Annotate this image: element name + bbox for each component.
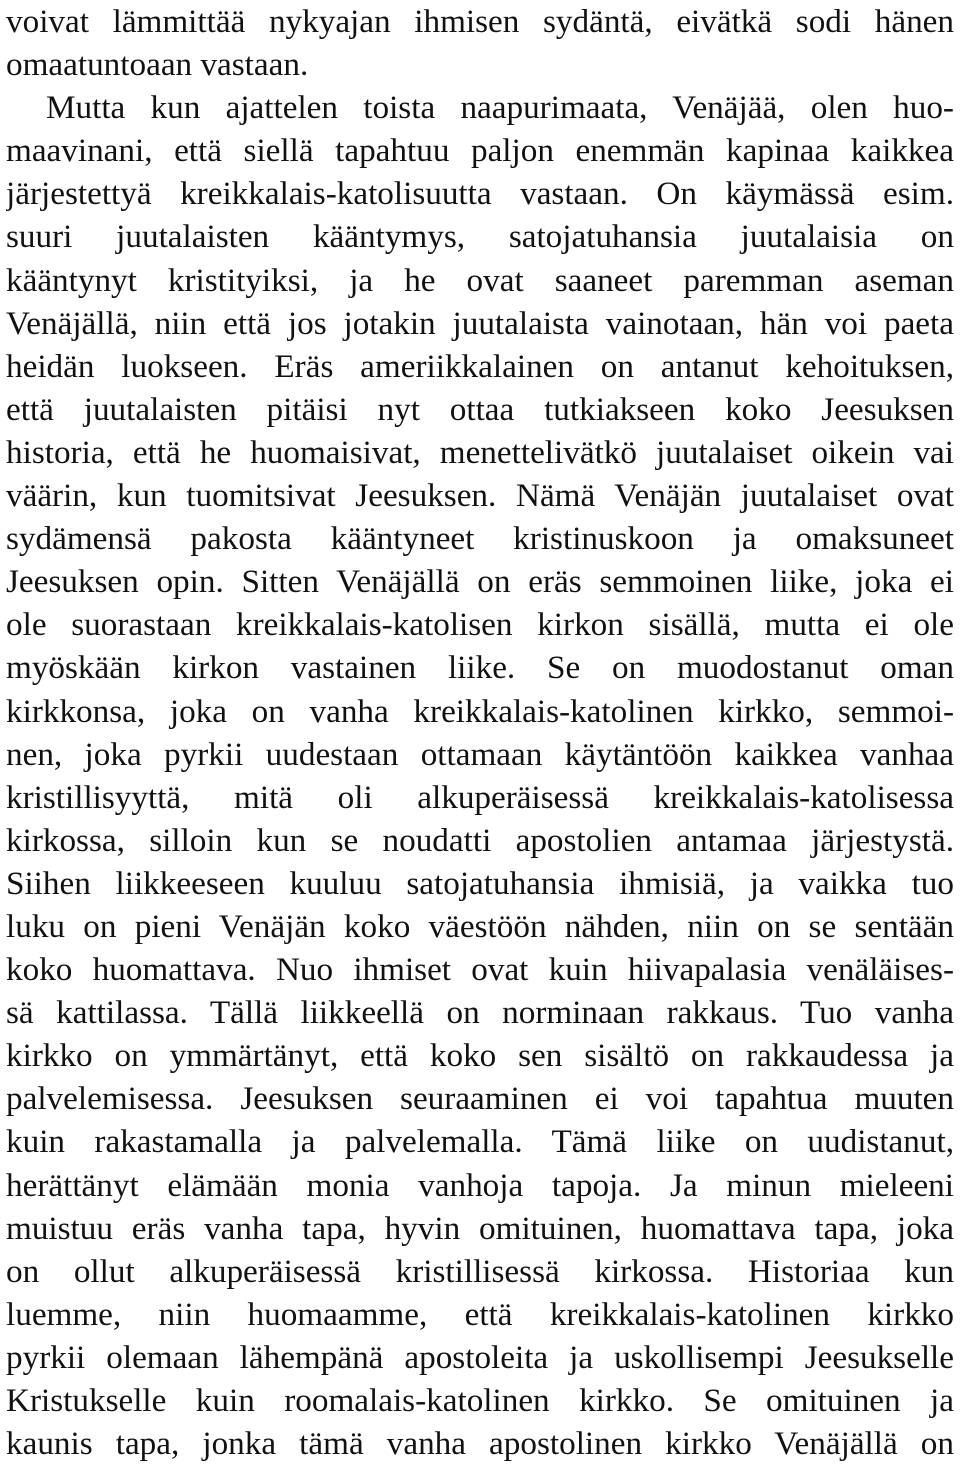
text-line: voivat lämmittää nykyajan ihmisen sydäntä, eivätkä sodi hänen [6,3,954,40]
text-line: maavinani, että siellä tapahtuu paljon enemmän kapinaa kaikkea [6,132,954,170]
text-line: kaunis tapa, jonka tämä vanha apostolinen kirkko Venäjällä on [6,1425,954,1463]
text-line: Kristukselle kuin roomalais-katolinen kirkko. Se omituinen ja [6,1382,954,1419]
text-line: ole suorastaan kreikkalais-katolisen kirkon sisällä, mutta ei ole [6,606,954,644]
text-line: luemme, niin huomaamme, että kreikkalais-katolinen kirkko [6,1295,954,1333]
text-line: nen, joka pyrkii uudestaan ottamaan käytäntöön kaikkea vanhaa [6,735,954,773]
text-line: Venäjällä, niin että jos jotakin juutalaista vainotaan, hän voi paeta [6,304,954,342]
text-line: kuin rakastamalla ja palvelemalla. Tämä liike on uudistanut, [6,1123,954,1161]
text-line: sä kattilassa. Tällä liikkeellä on norminaan rakkaus. Tuo vanha [6,994,954,1032]
text-line: suuri juutalaisten kääntymys, satojatuhansia juutalaisia on [6,218,954,256]
text-line: palvelemisessa. Jeesuksen seuraaminen ei voi tapahtua muuten [6,1080,954,1118]
text-line: Jeesuksen opin. Sitten Venäjällä on eräs semmoinen liike, joka ei [6,563,954,601]
text-line: kristillisyyttä, mitä oli alkuperäisessä kreikkalais-katolisessa [6,778,954,816]
text-line: että juutalaisten pitäisi nyt ottaa tutkiakseen koko Jeesuksen [6,390,954,428]
text-line: luku on pieni Venäjän koko väestöön nähden, niin on se sentään [6,907,954,945]
text-line: heidän luokseen. Eräs ameriikkalainen on antanut kehoituksen, [6,347,954,385]
text-line: myöskään kirkon vastainen liike. Se on muodostanut oman [6,649,954,687]
text-line: historia, että he huomaisivat, menettelivätkö juutalaiset oikein vai [6,433,954,471]
text-line: järjestettyä kreikkalais-katolisuutta vastaan. On käymässä esim. [6,175,954,213]
text-line: kirkko on ymmärtänyt, että koko sen sisältö on rakkaudessa ja [6,1037,954,1075]
text-line: kääntynyt kristityiksi, ja he ovat saaneet paremman aseman [6,261,954,299]
text-line: on ollut alkuperäisessä kristillisessä kirkossa. Historiaa kun [6,1252,954,1290]
text-line: Siihen liikkeeseen kuuluu satojatuhansia ihmisiä, ja vaikka tuo [6,864,954,902]
document-page [6,0,954,1465]
text-line: pyrkii olemaan lähempänä apostoleita ja uskollisempi Jeesukselle [6,1338,954,1376]
text-line: Mutta kun ajattelen toista naapurimaata, Venäjää, olen huo- [46,89,954,127]
text-line: kirkkonsa, joka on vanha kreikkalais-katolinen kirkko, semmoi- [6,692,954,730]
text-line: omaatuntoaan vastaan. [6,46,309,84]
text-line: väärin, kun tuomitsivat Jeesuksen. Nämä Venäjän juutalaiset ovat [6,477,954,515]
text-line: koko huomattava. Nuo ihmiset ovat kuin hiivapalasia venäläises- [6,951,954,989]
text-line: kirkossa, silloin kun se noudatti apostolien antamaa järjestystä. [6,821,954,859]
text-line: herättänyt elämään monia vanhoja tapoja. Ja minun mieleeni [6,1166,954,1204]
text-line: muistuu eräs vanha tapa, hyvin omituinen, huomattava tapa, joka [6,1209,954,1247]
text-line: sydämensä pakosta kääntyneet kristinuskoon ja omaksuneet [6,520,954,558]
